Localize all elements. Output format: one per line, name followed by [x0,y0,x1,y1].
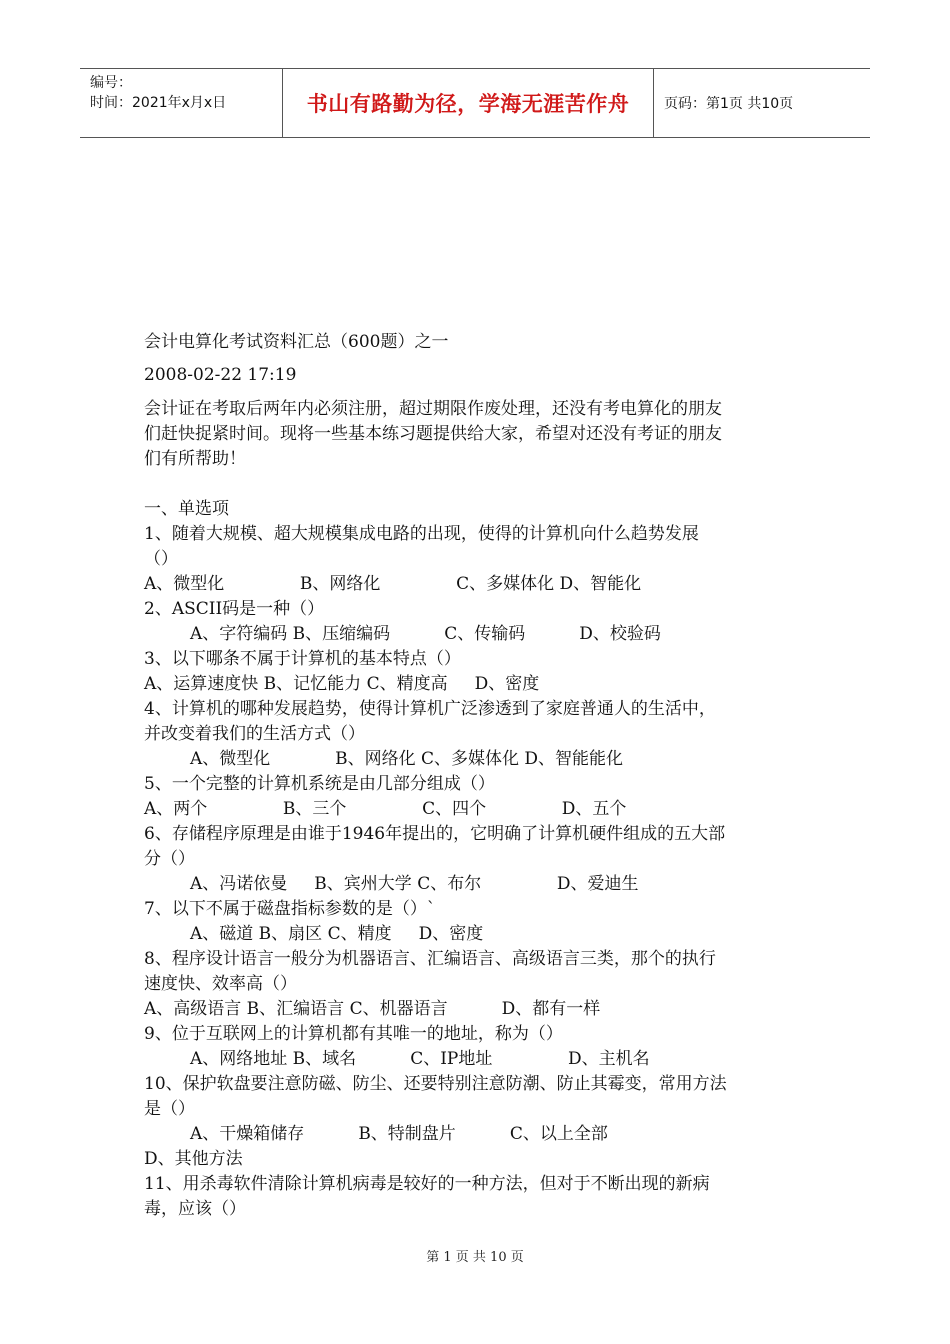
question-line: A、字符编码 B、压缩编码 C、传输码 D、校验码 [190,624,661,644]
document-body [144,330,804,1222]
question-list [144,522,804,1222]
question-line: 6、存储程序原理是由谁于1946年提出的，它明确了计算机硬件组成的五大部 [144,824,726,844]
question-line: A、两个 B、三个 C、四个 D、五个 [144,799,627,819]
question-line: A、微型化 B、网络化 C、多媒体化 D、智能能化 [190,749,624,769]
page-footer: 第 1 页 共 10 页 [426,1250,524,1265]
question-line: 5、一个完整的计算机系统是由几部分组成（） [144,774,495,794]
header-page-info: 页码：第1页 共10页 [664,96,794,112]
question-line: A、微型化 B、网络化 C、多媒体化 D、智能化 [144,574,642,594]
time-label: 时间：2021年x月x日 [90,95,227,111]
intro-line: 会计证在考取后两年内必须注册，超过期限作废处理，还没有考电算化的朋友 [144,399,722,419]
doc-date: 2008-02-22 17:19 [144,365,297,385]
question-line: 3、以下哪条不属于计算机的基本特点（） [144,649,461,669]
question-line: 是（） [144,1099,195,1119]
question-line: D、其他方法 [144,1149,243,1169]
question-line: 2、ASCII码是一种（） [144,599,325,619]
header-motto: 书山有路勤为径，学海无涯苦作舟 [282,69,654,137]
question-line: 7、以下不属于磁盘指标参数的是（）` [144,899,436,919]
section-heading: 一、单选项 [144,499,229,519]
question-line: 毒，应该（） [144,1199,246,1219]
page-header [80,68,870,138]
number-label: 编号： [90,75,132,91]
header-meta [80,69,282,137]
question-line: 分（） [144,849,195,869]
question-line: 9、位于互联网上的计算机都有其唯一的地址，称为（） [144,1024,563,1044]
question-line: 1、随着大规模、超大规模集成电路的出现，使得的计算机向什么趋势发展 [144,524,699,544]
question-line: A、冯诺依曼 B、宾州大学 C、布尔 D、爱迪生 [190,874,639,894]
intro-paragraph [144,397,804,472]
question-line: A、干燥箱储存 B、特制盘片 C、以上全部 [190,1124,608,1144]
question-line: 并改变着我们的生活方式（） [144,724,365,744]
question-line: A、磁道 B、扇区 C、精度 D、密度 [190,924,484,944]
question-line: 8、程序设计语言一般分为机器语言、汇编语言、高级语言三类，那个的执行 [144,949,716,969]
intro-line: 们有所帮助！ [144,449,246,469]
question-line: A、网络地址 B、域名 C、IP地址 D、主机名 [190,1049,650,1069]
question-line: 4、计算机的哪种发展趋势，使得计算机广泛渗透到了家庭普通人的生活中， [144,699,716,719]
question-line: 11、用杀毒软件清除计算机病毒是较好的一种方法，但对于不断出现的新病 [144,1174,710,1194]
question-line: 10、保护软盘要注意防磁、防尘、还要特别注意防潮、防止其霉变，常用方法 [144,1074,727,1094]
question-line: A、高级语言 B、汇编语言 C、机器语言 D、都有一样 [144,999,601,1019]
question-line: 速度快、效率高（） [144,974,297,994]
intro-line: 们赶快捉紧时间。现将一些基本练习题提供给大家，希望对还没有考证的朋友 [144,424,722,444]
question-line: （） [144,549,178,569]
doc-title: 会计电算化考试资料汇总（600题）之一 [144,332,449,352]
question-line: A、运算速度快 B、记忆能力 C、精度高 D、密度 [144,674,540,694]
